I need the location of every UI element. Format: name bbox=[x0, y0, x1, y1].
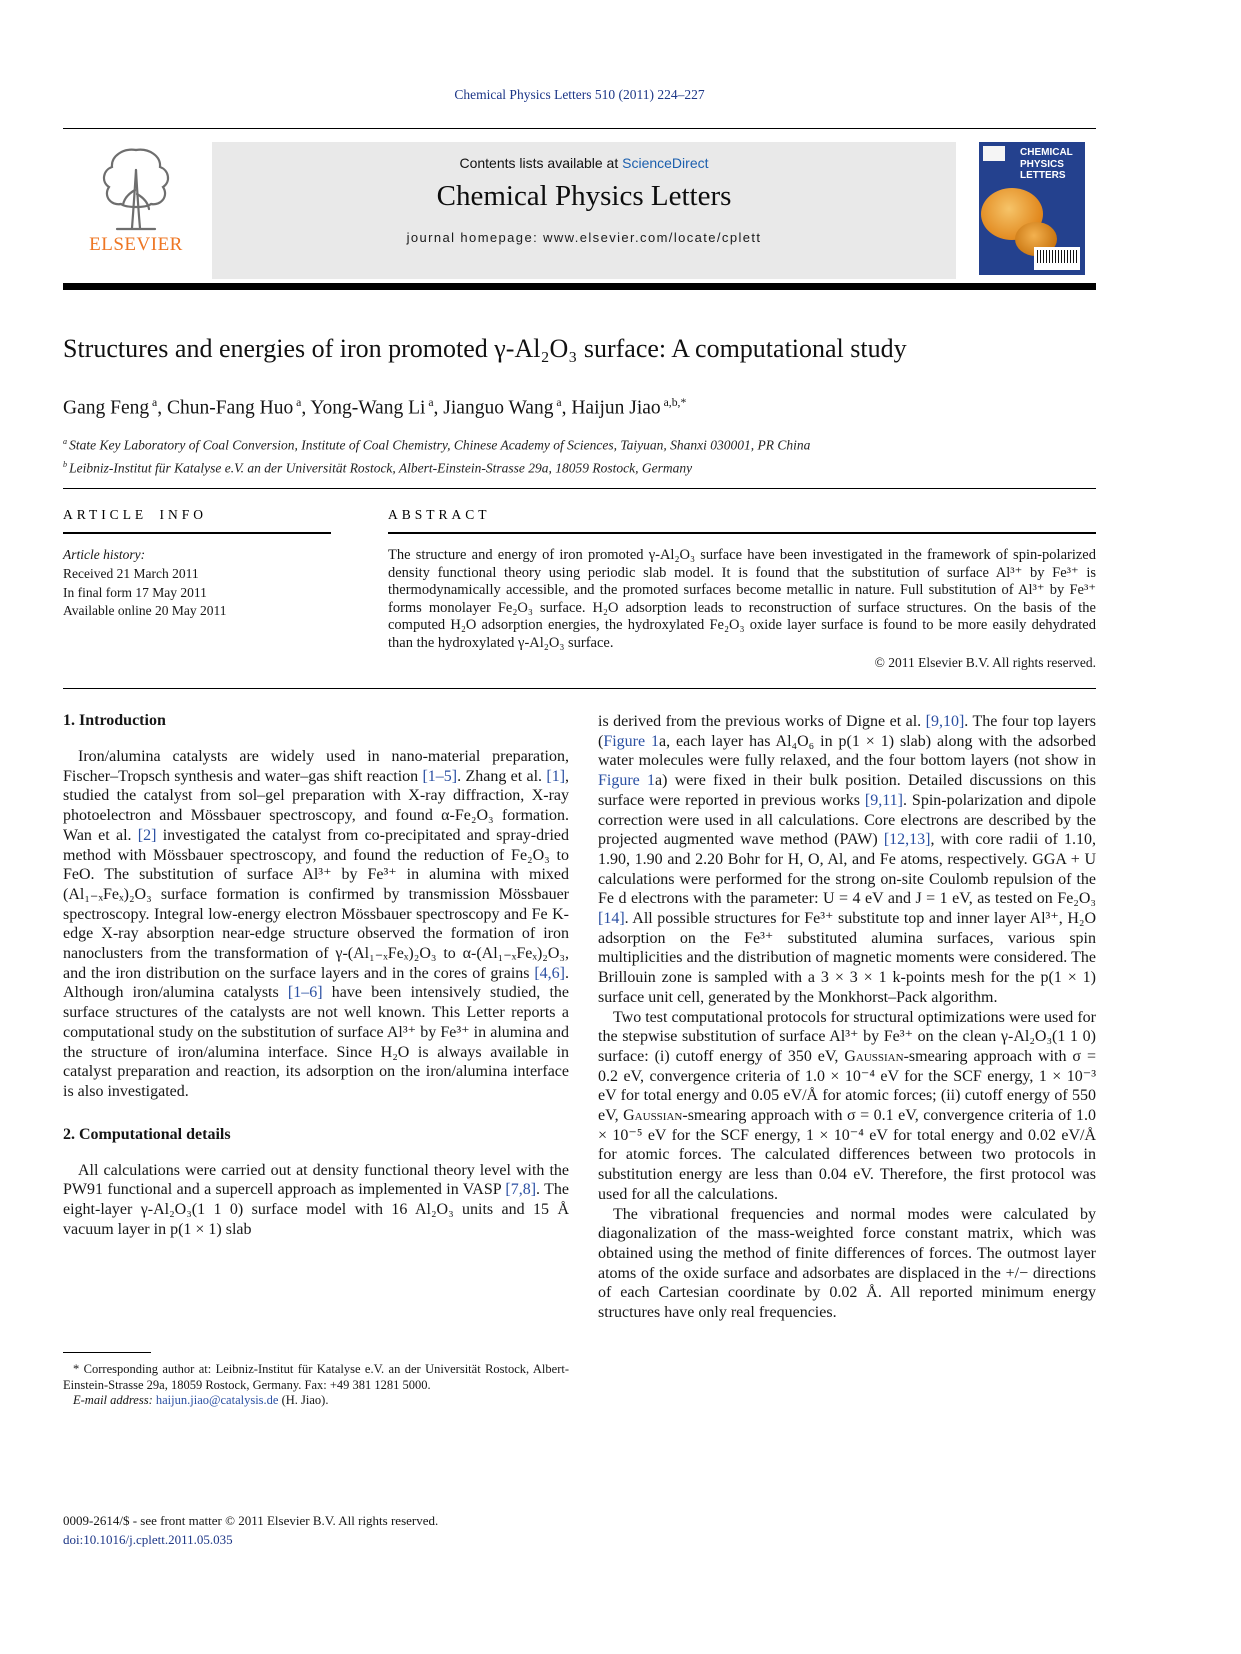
inline-link[interactable]: [1] bbox=[546, 767, 566, 785]
abstract-text: The structure and energy of iron promoted γ-Al₂O₃ surface have been investigated in the framework of spin-polarized density functional theory using periodic slab model. It is found that the substitution of surface Al³⁺ by Fe³⁺ is thermodynamically accessible, and the promoted surfaces become metallic in nature. Full substitution of Al³⁺ by Fe³⁺ forms monolayer Fe₂O₃ surface. H₂O adsorption leads to reconstruction of surface structures. On the basis of the computed H₂O adsorption energies, the hydroxylated Fe₂O₃ oxide layer surface is found to be more easily dehydrated than the hydroxylated γ-Al₂O₃ surface. bbox=[388, 547, 1096, 651]
affiliations bbox=[63, 432, 1096, 478]
journal-cover-thumbnail bbox=[979, 142, 1085, 275]
affiliation-a: $^a$ State Key Laboratory of Coal Conversion, Institute of Coal Chemistry, Chinese Academy of Sciences, Taiyuan, Shanxi 030001, PR China bbox=[63, 437, 811, 453]
section-2-heading: 2. Computational details bbox=[63, 1125, 231, 1143]
history-final-form: In final form 17 May 2011 bbox=[63, 584, 207, 600]
computational-paragraph-1: All calculations were carried out at density functional theory level with the PW91 functional and a supercell approach as implemented in VASP [7,8]. The eight-layer γ-Al₂O₃(1 1 0) surface model with 16 Al₂O₃ units and 15 Å vacuum layer in p(1 × 1) slab bbox=[63, 1161, 569, 1238]
journal-homepage-line: journal homepage: www.elsevier.com/locate/cplett bbox=[406, 230, 762, 245]
barcode-bars bbox=[1037, 250, 1077, 263]
elsevier-wordmark: ELSEVIER bbox=[89, 234, 183, 255]
computational-paragraph-2: Two test computational protocols for structural optimizations were used for the stepwise substitution of surface Al³⁺ by Fe³⁺ on the clean γ-Al₂O₃(1 1 0) surface: (i) cutoff energy of 350 eV, Gaussian-smearing approach with σ = 0.2 eV, convergence criteria of 1.0 × 10⁻⁴ eV for the SCF energy, 1 × 10⁻³ eV for total energy and 0.05 eV/Å for atomic forces; (ii) cutoff energy of 550 eV, Gaussian-smearing approach with σ = 0.1 eV, convergence criteria of 1.0 × 10⁻⁵ eV for the SCF energy, 1 × 10⁻⁴ eV for total energy and 0.02 eV/Å for atomic forces. The calculated differences between two protocols in substitution energy are less than 0.04 eV. Therefore, the first protocol was used for all the calculations. bbox=[598, 1008, 1097, 1203]
inline-link[interactable]: [9,10] bbox=[925, 713, 965, 730]
left-column bbox=[63, 712, 569, 1239]
abstract-heading: ABSTRACT bbox=[388, 507, 491, 522]
inline-link[interactable]: [7,8] bbox=[505, 1181, 537, 1199]
computational-paragraph-1-continued: is derived from the previous works of Digne et al. [9,10]. The four top layers (Figure 1a, each layer has Al₄O₆ in p(1 × 1) slab) along with the adsorbed water molecules were fully relaxed, and the four bottom layers (not show in Figure 1a) were fixed in their bulk position. Detailed discussions on this surface were reported in previous works [9,11]. Spin-polarization and dipole correction were used in all calculations. Core electrons are described by the projected augmented wave method (PAW) [12,13], with core radii of 1.10, 1.90, 1.90 and 2.20 Bohr for H, O, Al, and Fe atoms, respectively. GGA + U calculations were performed for the strong on-site Coulomb repulsion of the Fe d electrons with the parameter: U = 4 eV and J = 1 eV, as tested on Fe₂O₃ [14]. All possible structures for Fe³⁺ substitute top and inner layer Al³⁺, H₂O adsorption on the Fe³⁺ substituted alumina surfaces, various spin multiplicities and the distribution of magnetic moments were considered. The Brillouin zone is sampled with a 3 × 3 × 1 k-points mesh for the p(1 × 1) surface unit cell, generated by the Monkhorst–Pack algorithm. bbox=[598, 713, 1097, 1006]
inline-link[interactable]: [4,6] bbox=[534, 964, 565, 982]
heading-rule bbox=[63, 532, 331, 534]
header-divider-bar bbox=[63, 283, 1096, 290]
inline-link[interactable]: [1–5] bbox=[422, 767, 458, 785]
authors-line: Gang Feng $^a$, Chun-Fang Huo $^a$, Yong-Wang Li $^a$, Jianguo Wang $^a$, Haijun Jiao $^{a,b,*}$ bbox=[63, 396, 687, 419]
elsevier-logo bbox=[63, 142, 209, 279]
article-title: Structures and energies of iron promoted γ-Al₂O₃ surface: A computational study bbox=[63, 334, 907, 363]
right-column bbox=[598, 712, 1096, 1323]
issn-line: 0009-2614/$ - see front matter © 2011 Elsevier B.V. All rights reserved. bbox=[63, 1513, 439, 1528]
doi-line: doi:10.1016/j.cplett.2011.05.035 bbox=[63, 1531, 233, 1547]
inline-link[interactable]: Figure 1 bbox=[603, 732, 660, 750]
section-1-heading: 1. Introduction bbox=[63, 712, 166, 729]
inline-link[interactable]: [2] bbox=[137, 826, 157, 844]
article-history-label: Article history: bbox=[63, 547, 146, 562]
journal-title: Chemical Physics Letters bbox=[436, 180, 732, 212]
history-received: Received 21 March 2011 bbox=[63, 566, 199, 581]
history-available-online: Available online 20 May 2011 bbox=[63, 603, 227, 618]
computational-paragraph-3: The vibrational frequencies and normal modes were calculated by diagonalization of the mass-weighted force constant matrix, which was obtained using the method of finite differences of forces. The outmost layer atoms of the oxide surface and adsorbates are displaced in the +/− directions of each Cartesian coordinate by 0.02 Å. All reported minimum energy structures have only real frequencies. bbox=[598, 1205, 1096, 1322]
inline-link[interactable]: [12,13] bbox=[883, 831, 931, 849]
journal-header bbox=[63, 142, 1096, 279]
affiliation-b: $^b$ Leibniz-Institut für Katalyse e.V. an der Universität Rostock, Albert-Einstein-Strasse 29a, 18059 Rostock, Germany bbox=[63, 460, 693, 476]
sciencedirect-link[interactable]: ScienceDirect bbox=[622, 155, 709, 171]
footnotes bbox=[63, 1352, 569, 1409]
divider bbox=[63, 488, 1096, 489]
inline-link[interactable]: haijun.jiao@catalysis.de bbox=[155, 1393, 279, 1408]
cover-title: CHEMICAL PHYSICS LETTERS bbox=[1020, 147, 1073, 181]
divider bbox=[63, 688, 1096, 689]
contents-prefix: Contents lists available at bbox=[459, 155, 623, 171]
barcode-icon bbox=[1034, 247, 1080, 270]
copyright-line: © 2011 Elsevier B.V. All rights reserved. bbox=[874, 654, 1096, 670]
abstract-section bbox=[388, 507, 1096, 671]
article-info-section bbox=[63, 507, 331, 621]
inline-link[interactable]: Figure 1 bbox=[598, 772, 656, 790]
inline-link[interactable]: [1–6] bbox=[287, 984, 323, 1002]
heading-rule bbox=[388, 532, 1096, 534]
corresponding-author-note: * Corresponding author at: Leibniz-Institut für Katalyse e.V. an der Universität Rostock, Albert-Einstein-Strasse 29a, 18059 Rostock, Germany. Fax: +49 381 1281 5000. bbox=[63, 1362, 569, 1392]
header-banner bbox=[212, 142, 956, 279]
email-note: E-mail address: haijun.jiao@catalysis.de (H. Jiao). bbox=[73, 1393, 329, 1408]
imprint bbox=[63, 1512, 569, 1549]
contents-line bbox=[212, 142, 956, 171]
footnote-rule bbox=[63, 1352, 151, 1353]
intro-paragraph: Iron/alumina catalysts are widely used in nano-material preparation, Fischer–Tropsch synthesis and water–gas shift reaction [1–5]. Zhang et al. [1], studied the catalyst from sol–gel preparation with X-ray diffraction, X-ray photoelectron and Mössbauer spectroscopy, and found α-Fe₂O₃ formation. Wan et al. [2] investigated the catalyst from co-precipitated and spray-dried method with Mössbauer spectroscopy, and found the reduction of Fe₂O₃ to FeO. The substitution of surface Al³⁺ by Fe³⁺ in alumina with mixed (Al₁₋ₓFeₓ)₂O₃ surface formation is confirmed by transmission Mössbauer spectroscopy. Integral low-energy electron Mössbauer spectroscopy and Fe K-edge X-ray absorption near-edge structure observed the formation of iron nanoclusters from the transformation of γ-(Al₁₋ₓFeₓ)₂O₃ to α-(Al₁₋ₓFeₓ)₂O₃, and the iron distribution on the surface layers and in the cores of grains [4,6]. Although iron/alumina catalysts [1–6] have been intensively studied, the surface structures of the catalysts are not well known. This Letter reports a computational study on the substitution of surface Al³⁺ by Fe³⁺ in alumina and the structure of iron/alumina interface. Since H₂O is always available in catalyst preparation and reaction, its adsorption on the iron/alumina interface is also investigated. bbox=[63, 748, 570, 1100]
divider bbox=[63, 128, 1096, 129]
elsevier-tree-icon bbox=[91, 144, 181, 234]
journal-citation: Chemical Physics Letters 510 (2011) 224–227 bbox=[454, 87, 705, 102]
inline-link[interactable]: [14] bbox=[598, 910, 625, 928]
article-info-heading: ARTICLE INFO bbox=[63, 507, 208, 522]
cover-logo-box bbox=[983, 146, 1005, 161]
inline-link[interactable]: [9,11] bbox=[864, 791, 903, 809]
